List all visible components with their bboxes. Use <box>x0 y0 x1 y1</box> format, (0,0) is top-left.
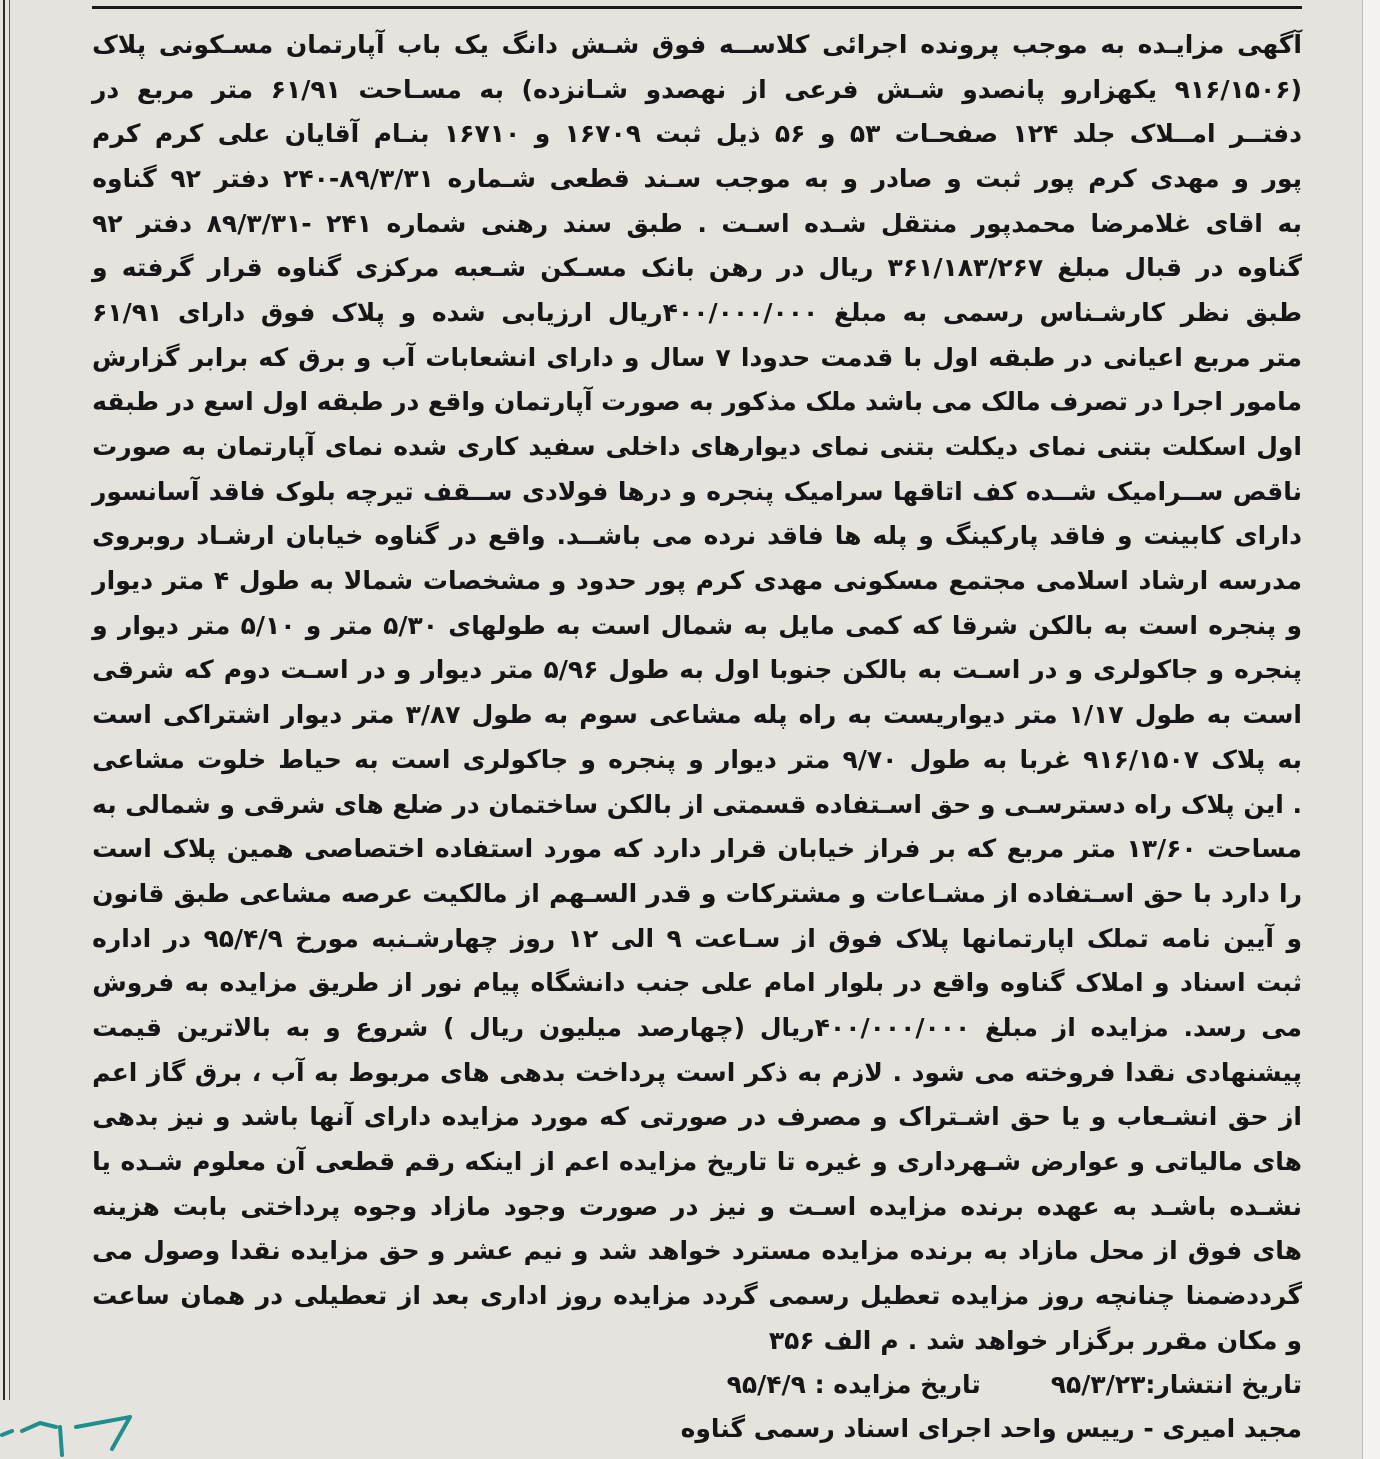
page-edge <box>1362 0 1380 1459</box>
auction-notice-body <box>92 22 1302 1363</box>
dates-row <box>92 1362 1302 1406</box>
notice-line: می رسد. مزایده از مبلغ ۴۰۰/۰۰۰/۰۰۰ریال (چهارصد میلیون ریال ) شروع و به بالاترین قیمت <box>92 1012 1302 1042</box>
notice-line: های فوق از محل مازاد به برنده مزایده مسترد خواهد شد و نیم عشر و حق مزایده نقدا وصول می <box>92 1236 1302 1266</box>
top-rule <box>92 6 1302 9</box>
notice-line: گناوه در قبال مبلغ ۳۶۱/۱۸۳/۲۶۷ ریال در رهن بانک مسـکن شـعبه مرکزی گناوه قرار گرفته و <box>92 253 1302 283</box>
auction-date-label: تاریخ مزایده : <box>814 1369 981 1399</box>
notice-line: مامور اجرا در تصرف مالک می باشد ملک مذکور به صورت آپارتمان واقع در طبقه اول اسع در طبقه <box>92 387 1302 417</box>
notice-footer <box>92 1362 1302 1450</box>
notice-line: ناقص ســرامیک شــده کف اتاقها سرامیک پنجره و درها فولادی ســقف تیرچه بلوک فاقد آسانسور <box>92 476 1302 506</box>
notice-line: . این پلاک راه دسترسـی و حق اسـتفاده قسمتی از بالکن ساختمان در ضلع های شرقی و شمالی به <box>92 789 1302 819</box>
notice-line: و آیین نامه تملک اپارتمانها پلاک فوق از سـاعت ۹ الی ۱۲ روز چهارشـنبه مورخ ۹۵/۴/۹ در اداره <box>92 923 1302 953</box>
auction-date: ۹۵/۴/۹ <box>726 1369 806 1399</box>
notice-line: گرددضمنا چنانچه روز مزایده تعطیل رسمی گردد مزایده روز اداری بعد از تعطیلی در همان ساعت <box>92 1281 1302 1311</box>
notice-line: ثبت اسناد و املاک گناوه واقع در بلوار امام علی جنب دانشگاه پیام نور از طریق مزایده به فروش <box>92 968 1302 998</box>
notice-line: های مالیاتی و عوارض شـهرداری و غیره تا تاریخ مزایده اعم از اینکه رقم قطعی آن معلوم شـده یا <box>92 1147 1302 1177</box>
signature: مجید امیری - رییس واحد اجرای اسناد رسمی گناوه <box>680 1413 1302 1443</box>
notice-line: و پنجره است به بالکن شرقا که کمی مایل به شمال است به طولهای ۵/۳۰ متر و ۵/۱۰ متر دیوار و <box>92 610 1302 640</box>
notice-line: را دارد با حق اسـتفاده از مشـاعات و مشترکات و قدر السـهم از مالکیت عرصه مشاعی طبق قانون <box>92 878 1302 908</box>
notice-line: است به طول ۱/۱۷ متر دیواریست به راه پله مشاعی سوم به طول ۳/۸۷ متر دیوار اشتراکی است <box>92 700 1302 730</box>
notice-line: متر مربع اعیانی در طبقه اول با قدمت حدودا ۷ سال و دارای انشعابات آب و برق که برابر گزارش <box>92 342 1302 372</box>
notice-line: طبق نظر کارشـناس رسمی به مبلغ ۴۰۰/۰۰۰/۰۰۰ریال ارزیابی شده و پلاک فوق دارای ۶۱/۹۱ <box>92 297 1302 327</box>
notice-line: و مکان مقرر برگزار خواهد شد . م الف ۳۵۶ <box>768 1325 1302 1355</box>
notice-line: نشـده باشـد به عهده برنده مزایده اسـت و نیز در صورت وجود مازاد وجوه پرداختی بابت هزینه <box>92 1191 1302 1221</box>
notice-line: دارای کابینت و فاقد پارکینگ و پله ها فاقد نرده می باشــد. واقع در گناوه خیابان ارشـاد روبروی <box>92 521 1302 551</box>
column-rule-inner <box>9 0 10 1400</box>
notice-line: مساحت ۱۳/۶۰ متر مربع که بر فراز خیابان قرار دارد که مورد استفاده اختصاصی همین پلاک است <box>92 834 1302 864</box>
column-rule-outer <box>3 0 5 1400</box>
notice-line: به پلاک ۹۱۶/۱۵۰۷ غربا به طول ۹/۷۰ متر دیوار و پنجره و جاکولری است به حیاط خلوت مشاعی <box>92 744 1302 774</box>
notice-line: (۹۱۶/۱۵۰۶ یکهزارو پانصدو شـش فرعی از نهصدو شـانزده) به مسـاحت ۶۱/۹۱ متر مربع در <box>92 74 1302 104</box>
notice-line: دفتــر امــلاک جلد ۱۲۴ صفحـات ۵۳ و ۵۶ ذیل ثبت ۱۶۷۰۹ و ۱۶۷۱۰ بنـام آقایان علی کرم کرم <box>92 119 1302 149</box>
handwritten-mark <box>0 1405 140 1459</box>
notice-line: اول اسکلت بتنی نمای دیکلت بتنی نمای دیوارهای داخلی سفید کاری شده نمای آپارتمان به صورت <box>92 432 1302 462</box>
notice-line: از حق انشـعاب و یا حق اشـتراک و مصرف در صورتی که مورد مزایده دارای آنها باشد و نیز بدهی <box>92 1102 1302 1132</box>
notice-line: مدرسه ارشاد اسلامی مجتمع مسکونی مهدی کرم پور حدود و مشخصات شمالا به طول ۴ متر دیوار <box>92 566 1302 596</box>
notice-line: پور و مهدی کرم پور ثبت و صادر و به موجب سـند قطعی شـماره ۲۴۰-۸۹/۳/۳۱ دفتر ۹۲ گناوه <box>92 163 1302 193</box>
publish-date-label: تاریخ انتشار: <box>1145 1369 1302 1399</box>
publish-date: ۹۵/۳/۲۳ <box>1050 1369 1146 1399</box>
notice-line: به اقای غلامرضا محمدپور منتقل شـده اسـت . طبق سند رهنی شماره ۲۴۱ -۸۹/۳/۳۱ دفتر ۹۲ <box>92 208 1302 238</box>
notice-line: پیشنهادی نقدا فروخته می شود . لازم به ذکر است پرداخت بدهی های مربوط به آب ، برق گاز اعم <box>92 1057 1302 1087</box>
notice-line: آگهی مزایـده به موجب پرونده اجرائی کلاســه فوق شـش دانگ یک باب آپارتمان مسـکونی پلاک <box>92 29 1302 59</box>
column-rules <box>0 0 14 1459</box>
notice-line: پنجره و جاکولری و در اسـت به بالکن جنوبا اول به طول ۵/۹۶ متر دیوار و در اسـت دوم که شرقی <box>92 655 1302 685</box>
